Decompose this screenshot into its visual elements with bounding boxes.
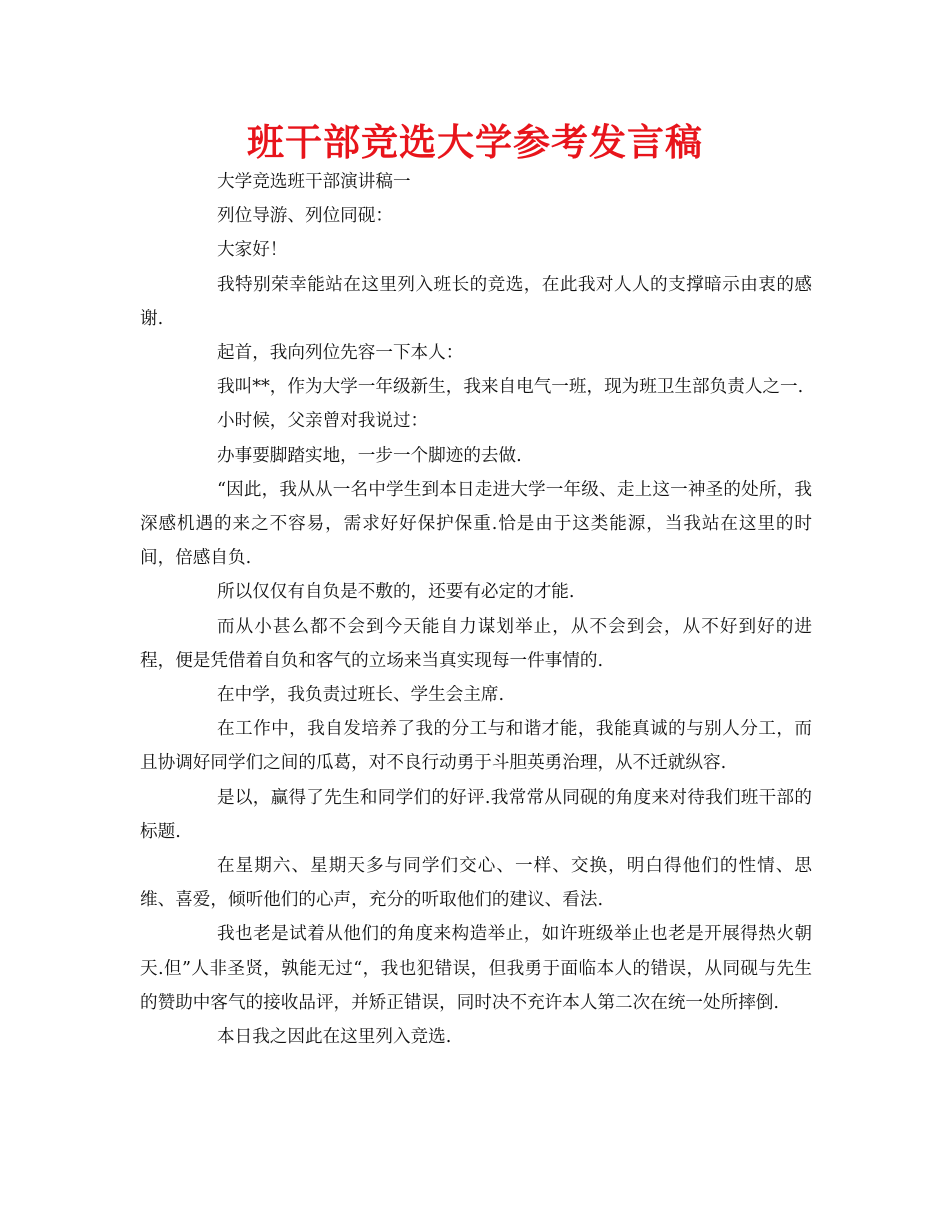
paragraph: 我也老是试着从他们的角度来构造举止，如许班级举止也老是开展得热火朝天.但”人非圣贤，孰能无过“，我也犯错误，但我勇于面临本人的错误，从同砚与先生的赞助中客气的接收品评，并矫正错误，同时决不充许本人第二次在统一处所摔倒. bbox=[140, 924, 812, 1013]
paragraph: 小时候，父亲曾对我说过： bbox=[217, 411, 429, 432]
paragraph: 大家好！ bbox=[217, 240, 288, 261]
document-body bbox=[140, 165, 812, 1054]
paragraph: 在工作中，我自发培养了我的分工与和谐才能，我能真诚的与别人分工，而且协调好同学们之间的瓜葛，对不良行动勇于斗胆英勇治理，从不迁就纵容. bbox=[140, 719, 812, 774]
paragraph: 在星期六、星期天多与同学们交心、一样、交换，明白得他们的性情、思维、喜爱，倾听他们的心声，充分的听取他们的建议、看法. bbox=[140, 856, 812, 911]
paragraph: 我叫**，作为大学一年级新生，我来自电气一班，现为班卫生部负责人之一. bbox=[217, 377, 804, 398]
paragraph: 而从小甚么都不会到今天能自力谋划举止，从不会到会，从不好到好的进程，便是凭借着自负和客气的立场来当真实现每一件事情的. bbox=[140, 616, 812, 671]
paragraph: “因此，我从从一名中学生到本日走进大学一年级、走上这一神圣的处所，我深感机遇的来之不容易，需求好好保护保重.恰是由于这类能源，当我站在这里的时间，倍感自负. bbox=[140, 479, 812, 569]
paragraph: 是以，赢得了先生和同学们的好评.我常常从同砚的角度来对待我们班干部的标题. bbox=[140, 787, 812, 842]
paragraph: 列位导游、列位同砚： bbox=[217, 206, 393, 227]
paragraph: 所以仅仅有自负是不敷的，还要有必定的才能. bbox=[217, 582, 575, 603]
paragraph: 办事要脚踏实地，一步一个脚迹的去做. bbox=[217, 445, 522, 466]
paragraph: 起首，我向列位先容一下本人： bbox=[217, 343, 464, 364]
paragraph: 在中学，我负责过班长、学生会主席. bbox=[217, 685, 505, 706]
paragraph: 大学竞选班干部演讲稿一 bbox=[217, 172, 411, 192]
paragraph: 本日我之因此在这里列入竞选. bbox=[217, 1027, 452, 1048]
paragraph: 我特别荣幸能站在这里列入班长的竞选，在此我对人人的支撑暗示由衷的感谢. bbox=[140, 274, 812, 329]
document-title: 班干部竞选大学参考发言稿 bbox=[247, 121, 703, 164]
